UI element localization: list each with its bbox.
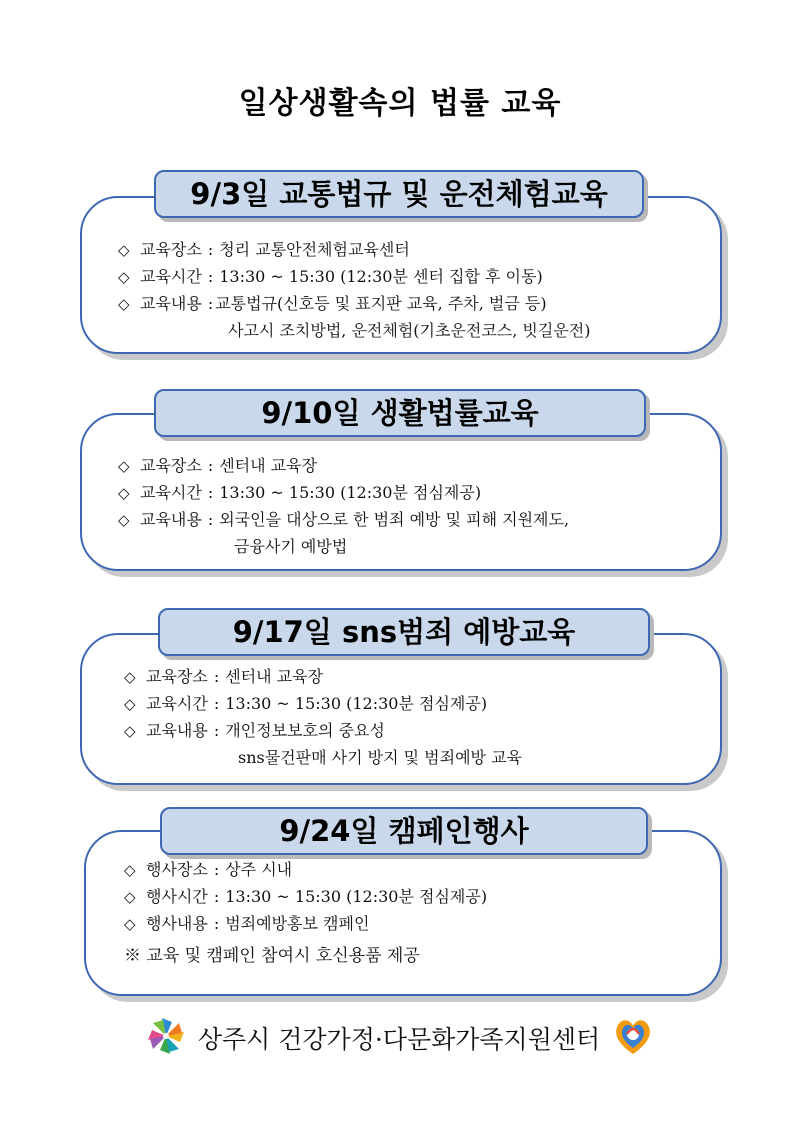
item-value: 13:30 ~ 15:30 (12:30분 점심제공): [225, 694, 488, 713]
list-item: [124, 690, 522, 717]
item-label: 행사내용: [146, 914, 208, 933]
list-item: [118, 263, 591, 290]
list-item: [118, 479, 569, 506]
list-item-continued: [118, 317, 591, 344]
item-label: 교육시간: [146, 694, 208, 713]
list-item: [118, 452, 569, 479]
item-value: 13:30 ~ 15:30 (12:30분 점심제공): [219, 483, 482, 502]
footer: [0, 1010, 800, 1066]
colon: :: [207, 267, 214, 286]
page-title: 일상생활속의 법률 교육: [238, 86, 562, 121]
pinwheel-logo-icon: [144, 1014, 188, 1062]
diamond-bullet-icon: ◇: [124, 915, 136, 933]
list-item: [118, 290, 591, 317]
item-value: 13:30 ~ 15:30 (12:30분 센터 집합 후 이동): [219, 267, 543, 286]
item-label: 교육내용: [146, 721, 208, 740]
list-item: [124, 717, 522, 744]
item-value: 개인정보보호의 중요성: [225, 721, 385, 740]
item-label: 행사시간: [146, 887, 208, 906]
colon: :: [207, 483, 214, 502]
diamond-bullet-icon: ◇: [124, 668, 136, 686]
diamond-bullet-icon: ◇: [118, 457, 130, 475]
section-3-lines: [124, 663, 522, 771]
item-value-continued: 사고시 조치방법, 운전체험(기초운전코스, 빗길운전): [228, 321, 591, 340]
colon: :: [207, 240, 214, 259]
diamond-bullet-icon: ◇: [124, 695, 136, 713]
list-item: [118, 506, 569, 533]
item-value: 센터내 교육장: [219, 456, 318, 475]
item-label: 교육장소: [146, 667, 208, 686]
colon: :: [213, 860, 220, 879]
list-item: [124, 883, 487, 910]
center-name: 상주시 건강가정·다문화가족지원센터: [197, 1025, 601, 1054]
diamond-bullet-icon: ◇: [124, 888, 136, 906]
colon: :: [207, 510, 214, 529]
item-value: 교통법규(신호등 및 표지판 교육, 주차, 벌금 등): [215, 294, 547, 313]
item-value-continued: sns물건판매 사기 방지 및 범죄예방 교육: [238, 748, 522, 767]
diamond-bullet-icon: ◇: [118, 241, 130, 259]
item-label: 교육시간: [140, 267, 202, 286]
item-value: 외국인을 대상으로 한 범죄 예방 및 피해 지원제도,: [219, 510, 570, 529]
list-item-continued: [118, 533, 569, 560]
item-value: 범죄예방홍보 캠페인: [225, 914, 370, 933]
item-value: 청리 교통안전체험교육센터: [219, 240, 410, 259]
list-item: [124, 856, 487, 883]
note-text: ※ 교육 및 캠페인 참여시 호신용품 제공: [124, 946, 420, 966]
diamond-bullet-icon: ◇: [124, 722, 136, 740]
diamond-bullet-icon: ◇: [124, 861, 136, 879]
diamond-bullet-icon: ◇: [118, 511, 130, 529]
item-label: 교육시간: [140, 483, 202, 502]
section-4-header: 9/24일 캠페인행사: [160, 807, 648, 855]
item-value: 센터내 교육장: [225, 667, 324, 686]
list-item: [124, 910, 487, 937]
colon: :: [207, 294, 214, 313]
colon: :: [213, 667, 220, 686]
list-item-continued: [124, 744, 522, 771]
diamond-bullet-icon: ◇: [118, 268, 130, 286]
item-value: 13:30 ~ 15:30 (12:30분 점심제공): [225, 887, 488, 906]
item-label: 교육장소: [140, 240, 202, 259]
colon: :: [213, 721, 220, 740]
heart-swirl-logo-icon: [610, 1014, 656, 1062]
section-4-lines: [124, 856, 487, 970]
item-value: 상주 시내: [225, 860, 293, 879]
section-1-header: 9/3일 교통법규 및 운전체험교육: [154, 170, 644, 218]
section-2-header: 9/10일 생활법률교육: [154, 389, 646, 437]
diamond-bullet-icon: ◇: [118, 295, 130, 313]
item-label: 행사장소: [146, 860, 208, 879]
item-label: 교육장소: [140, 456, 202, 475]
list-item: [124, 663, 522, 690]
section-2-lines: [118, 452, 569, 560]
item-label: 교육내용: [140, 294, 202, 313]
colon: :: [213, 887, 220, 906]
colon: :: [213, 694, 220, 713]
item-value-continued: 금융사기 예방법: [234, 537, 348, 556]
section-1-lines: [118, 236, 591, 344]
section-3-header: 9/17일 sns범죄 예방교육: [158, 608, 650, 656]
list-item: [118, 236, 591, 263]
colon: :: [207, 456, 214, 475]
diamond-bullet-icon: ◇: [118, 484, 130, 502]
colon: :: [213, 914, 220, 933]
item-label: 교육내용: [140, 510, 202, 529]
